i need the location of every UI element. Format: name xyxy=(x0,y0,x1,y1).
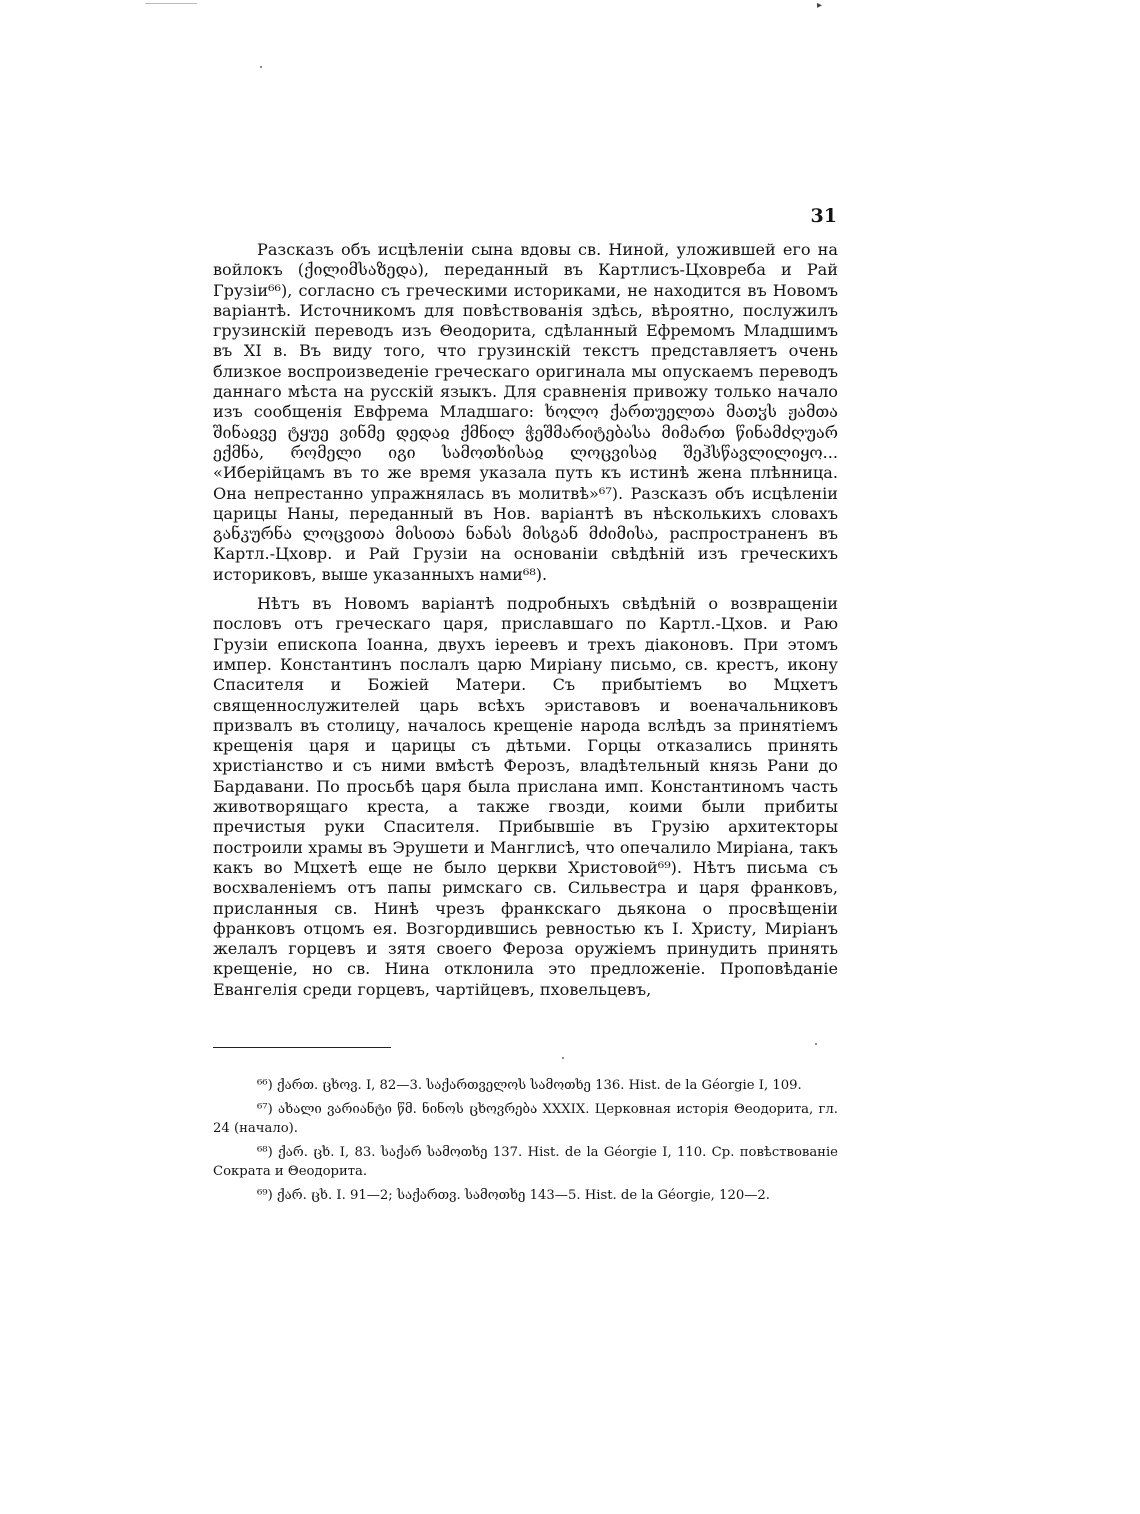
page-number: 31 xyxy=(810,205,837,227)
scan-speck xyxy=(815,1043,817,1045)
scan-mark-icon: ▸ xyxy=(817,0,823,11)
top-edge-rule xyxy=(145,3,197,4)
footnote-separator xyxy=(213,1047,391,1048)
footnote-66: ⁶⁶) ქართ. ცხოვ. I, 82—3. საქართველოს სამოთხე 136. Hist. de la Géorgie I, 109. xyxy=(257,1078,802,1093)
paragraph-1: Разсказъ объ исцѣленіи сына вдовы св. Ниной, уложившей его на войлокъ (ქილიმსაზედა), переданный въ Картлисъ-Цховреба и Рай Грузіи⁶⁶), согласно съ греческими историками, не находится въ Новомъ варіантѣ. Источникомъ для повѣствованія здѣсь, вѣроятно, послужилъ грузинскій переводъ изъ Θеодорита, сдѣланный Ефремомъ Младшимъ въ XI в. Въ виду того, что грузинскій текстъ представляетъ очень близкое воспроизведеніе греческаго оригинала мы опускаемъ переводъ даннаго мѣста на русскій языкъ. Для сравненія привожу только начало изъ сообщенія Евфрема Младшаго: ხოლო ქართუელთა მათჳს ჟამთა შინაჲვე ტყუე ვინმე დედაჲ ქმნილ ჭეშმარიტებასა მიმართ წინამძღუარ ექმნა, რომელი იგი სამოთხისაჲ ლოცვისაჲ შეჰსწავლილიყო... «Иберійцамъ въ то же время указала путь къ истинѣ жена плѣнница. Она непрестанно упражнялась въ молитвѣ»⁶⁷). Разсказъ объ исцѣленіи царицы Наны, переданный въ Нов. варіантѣ въ нѣсколькихъ словахъ განკურნა ლოცვითა მისითა ნანას მისგან მძიმისა, распространенъ въ Картл.-Цховр. и Рай Грузіи на основаніи свѣдѣній изъ греческихъ историковъ, выше указанныхъ нами⁶⁸). xyxy=(213,240,838,584)
paragraph-2: Нѣтъ въ Новомъ варіантѣ подробныхъ свѣдѣній о возвращеніи пословъ отъ греческаго царя, приславшаго по Картл.-Цхов. и Раю Грузіи епископа Іоанна, двухъ іереевъ и трехъ діаконовъ. При этомъ импер. Константинъ послалъ царю Миріану письмо, св. крестъ, икону Спасителя и Божіей Матери. Съ прибытіемъ во Мцхетъ священнослужителей царь всѣхъ эриставовъ и военачальниковъ призвалъ въ столицу, началось крещеніе народа вслѣдъ за принятіемъ крещенія царя и царицы съ дѣтьми. Горцы отказались принять христіанство и съ ними вмѣстѣ Ферозъ, владѣтельный князь Рани до Бардавани. По просьбѣ царя была прислана имп. Константиномъ часть животворящаго креста, а также гвозди, коими были прибиты пречистыя руки Спасителя. Прибывшіе въ Грузію архитекторы построили храмы въ Эрушети и Манглисѣ, что опечалило Миріана, такъ какъ во Мцхетѣ еще не было церкви Христовой⁶⁹). Нѣтъ письма съ восхваленіемъ отъ папы римскаго св. Сильвестра и царя франковъ, присланныя св. Нинѣ чрезъ франкскаго дьякона о просвѣщеніи франковъ отцомъ ея. Возгордившись ревностью къ І. Христу, Миріанъ желалъ горцевъ и зятя своего Фероза оружіемъ принудить принять крещеніе, но св. Нина отклонила это предложеніе. Проповѣданіе Евангелія среди горцевъ, чартійцевъ, пховельцевъ, xyxy=(213,594,838,999)
footnote-67: ⁶⁷) ახალი ვარიანტი წმ. ნინოს ცხოვრება XXXIX. Церковная исторія Θеодорита, гл. 24 (начало). xyxy=(213,1101,838,1136)
scan-speck xyxy=(260,66,262,68)
footnote-68: ⁶⁸) ქარ. ცხ. I, 83. საქარ სამოთხე 137. Hist. de la Géorgie I, 110. Ср. повѣствованіе Сократа и Θеодорита. xyxy=(213,1144,838,1179)
footnote-69: ⁶⁹) ქარ. ცხ. I. 91—2; საქართვ. სამოთხე 143—5. Hist. de la Géorgie, 120—2. xyxy=(257,1187,770,1203)
body-text xyxy=(213,240,838,1009)
footnotes xyxy=(213,1076,838,1209)
scan-speck xyxy=(562,1057,564,1059)
